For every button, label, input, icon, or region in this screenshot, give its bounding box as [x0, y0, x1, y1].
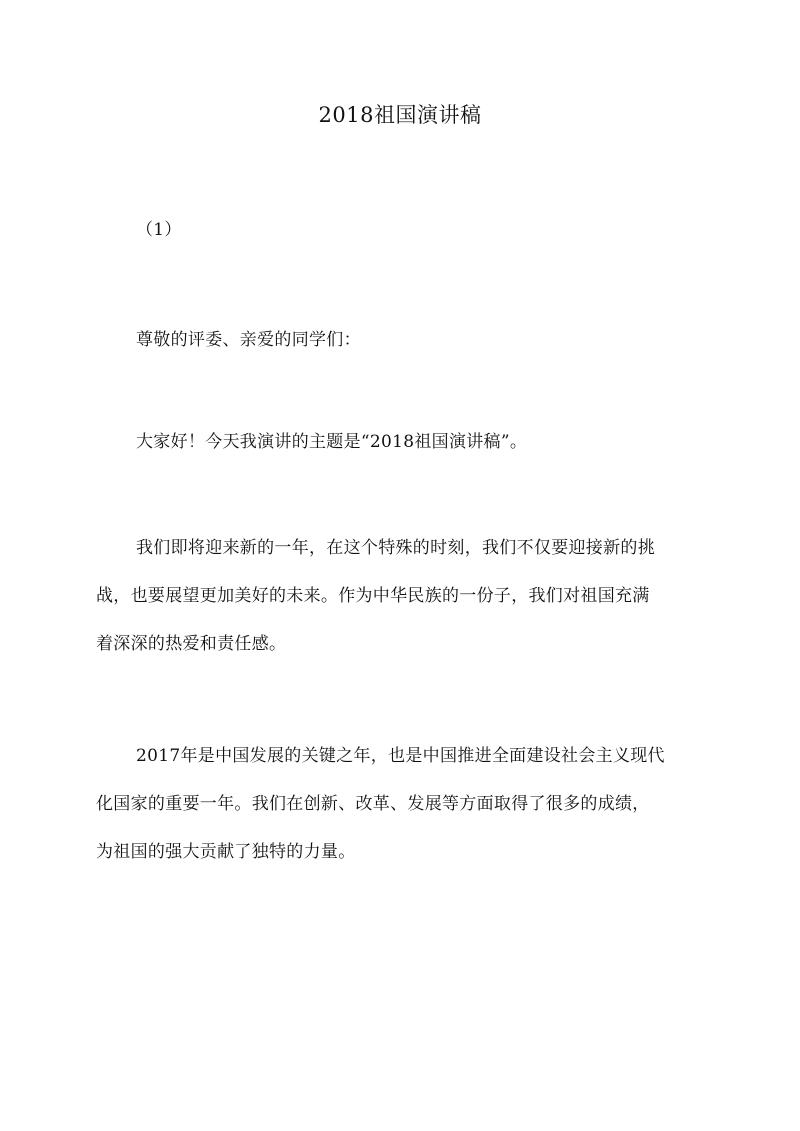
paragraph-4	[96, 732, 704, 876]
salutation: 尊敬的评委、亲爱的同学们：	[136, 330, 361, 350]
paragraph-3-line-1: 我们即将迎来新的一年，在这个特殊的时刻，我们不仅要迎接新的挑	[136, 538, 655, 558]
paragraph-4-line-3: 为祖国的强大贡献了独特的力量。	[96, 842, 356, 862]
paragraph-3-line-3: 着深深的热爱和责任感。	[96, 634, 287, 654]
paragraph-3	[96, 524, 704, 668]
section-marker: （1）	[136, 220, 182, 240]
document-title: 2018祖国演讲稿	[318, 103, 482, 127]
paragraph-4-line-1: 2017年是中国发展的关键之年，也是中国推进全面建设社会主义现代	[136, 746, 665, 766]
paragraph-3-line-2: 战，也要展望更加美好的未来。作为中华民族的一份子，我们对祖国充满	[96, 586, 650, 606]
greeting: 大家好！今天我演讲的主题是“2018祖国演讲稿”。	[136, 432, 528, 452]
paragraph-4-line-2: 化国家的重要一年。我们在创新、改革、发展等方面取得了很多的成绩，	[96, 794, 650, 814]
